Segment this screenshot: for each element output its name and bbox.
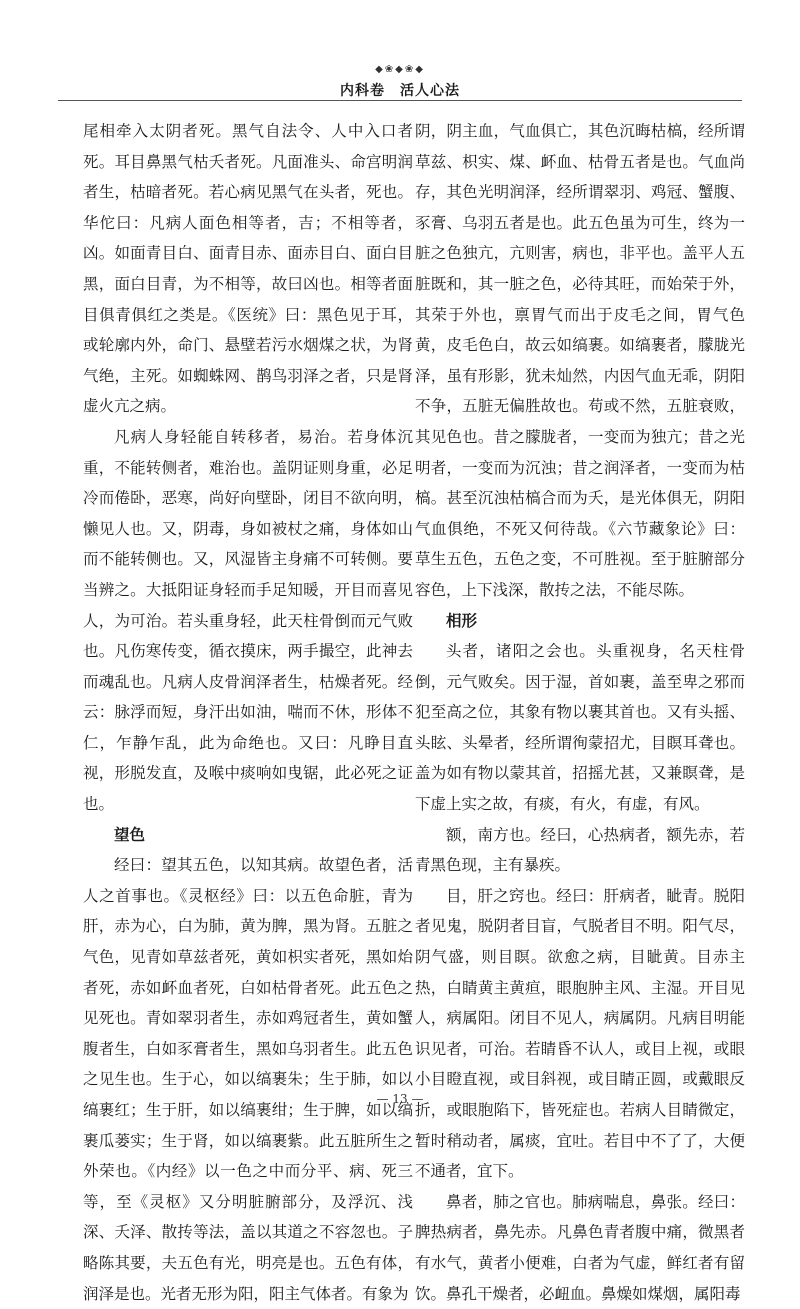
paragraph: 头者，诸阳之会也。头重视身，名天柱骨倒，元气败矣。因于湿，首如裹，盖至卑之邪而犯至高之位，其象有物以裹其首也。又有头摇、头眩、头晕者，经所谓徇蒙招尤，目瞑耳聋也。盖为如有物以蒙其首，招摇尤甚，又兼瞑聋，是下虚上实之故，有痰，有火，有虚，有风。: [415, 642, 745, 814]
running-header: 内科卷 活人心法: [340, 83, 460, 99]
section-heading: 望色: [114, 824, 146, 844]
paragraph: 经曰：望其五色，以知其病。故望色者，活人之首事也。《灵枢经》曰：以五色命脏，青为肝，赤为心，白为肺，黄为脾，黑为肾。五脏之气色，见青如草兹者死，黄如枳实者死，黑如炲者死，赤如衃血者死，白如枯骨者死。此五色之见死也。青如翠羽者生，赤如鸡冠者生，黄如蟹腹者生，白如豕膏者生，黑如乌羽者生。此五色之见生也。生于心，如以缟裹朱；生于肺，如以缟裹红；生于肝，如以缟裹绀；生于脾，如以缟裹瓜蒌实；生于肾，如以缟裹紫。此五脏所生之外荣也。《内经》以一色之中而分平、病、死三等，至《灵枢》又分明脏腑部分，及浮沉、浅深、夭泽、散抟等法，盖以其道之不容忽也。子略陈其要，夫五色有光，明亮是也。五色有体，润泽是也。光者无形为阳，阳主气体者。有象为: [83, 856, 413, 1303]
paragraph: 尾相牵入太阴者死。黑气自法令、人中入口者死。耳目鼻黑气枯夭者死。凡面准头、命宫明润者生，枯暗者死。若心病见黑气在头者，死也。华佗曰：凡病人面色相等者，吉；不相等者，凶。如面青目白、面青目赤、面赤目白、面白目黑，面白目青，为不相等，故曰凶也。相等者面目俱青俱红之类是。《医统》曰：黑色见于耳，或轮廓内外，命门、悬壁若污水烟煤之状，为肾气绝，主死。如蜘蛛网、鹊鸟羽泽之者，只是肾虚火亢之病。: [83, 122, 413, 416]
paragraph: 凡病人身轻能自转移者，易治。若身体沉重，不能转侧者，难治也。盖阴证则身重，必足冷而倦卧，恶寒，尚好向壁卧，闭目不欲向明，懒见人也。又，阴毒，身如被杖之痛，身体如山而不能转侧也。又，风湿皆主身痛不可转侧。要当辨之。大抵阳证身轻而手足知暖，开目而喜见人，为可治。若头重身轻，此天柱骨倒而元气败也。凡伤寒传变，循衣摸床，两手撮空，此神去而魂乱也。凡病人皮骨润泽者生，枯燥者死。经云：脉浮而短，身汗出如油，喘而不休，形体不仁，乍静乍乱，此为命绝也。又曰：凡睁目直视，形脱发直，及喉中痰响如曳锯，此必死之证也。: [83, 427, 413, 814]
section-heading: 相形: [446, 610, 478, 630]
paragraph: 目，肝之窍也。经曰：肝病者，眦青。脱阳者见鬼，脱阴者目盲，气脱者目不明。阳气尽，阴气盛，则目瞑。欲愈之病，目眦黄。目赤主热，白睛黄主黄疸，眼胞肿主风、主湿。开目见人，病属阳。闭目不见人，病属阴。凡病目明能识见者，可治。若睛昏不认人，或目上视，或眼小目瞪直视，或目斜视，或目睛正圆，或戴眼反折，或眼胞陷下，皆死症也。若病人目睛微定，暂时稍动者，属痰，宜吐。若目中不了了，大便不通者，宜下。: [415, 886, 745, 1181]
header-rule: [58, 100, 742, 101]
right-column: [415, 116, 745, 1309]
paragraph: 额，南方也。经曰，心热病者，额先赤，若青黑色现，主有暴疾。: [415, 825, 745, 875]
left-column: [83, 116, 413, 1309]
paragraph: 鼻者，肺之官也。肺病喘息，鼻张。经曰：脾热病者，鼻先赤。凡鼻色青者腹中痛，微黑者有水气，黄者小便难，白者为气虚，鲜红者有留饮。鼻孔干燥者，必衄血。鼻燥如煤烟，属阳毒: [415, 1192, 745, 1303]
paragraph: 阴，阴主血，气血俱亡，其色沉晦枯槁，经所谓草兹、枳实、煤、衃血、枯骨五者是也。气血尚存，其色光明润泽，经所谓翠羽、鸡冠、蟹腹、豕膏、乌羽五者是也。此五色虽为可生，终为一脏之色独亢，亢则害，病也，非平也。盖平人五脏既和，其一脏之色，必待其旺，而始荣于外，其荣于外也，禀胃气而出于皮毛之间，胃气色黄，皮毛色白，故云如缟裹。如缟裹者，朦胧光泽，虽有形影，犹未灿然，内因气血无乖，阴阳不争，五脏无偏胜故也。苟或不然，五脏衰败，其见色也。昔之朦胧者，一变而为独亢；昔之光明者，一变而为沉浊；昔之润泽者，一变而为枯槁。甚至沉浊枯槁合而为夭，是光体俱无，阴阳气血俱绝，不死又何待哉。《六节藏象论》曰：草生五色，五色之变，不可胜视。至于脏腑部分容色，上下浅深，散抟之法，不能尽陈。: [415, 122, 745, 599]
header-ornament: ◆❀◆❀◆: [375, 64, 425, 75]
page-number: — 13 —: [376, 1092, 424, 1106]
